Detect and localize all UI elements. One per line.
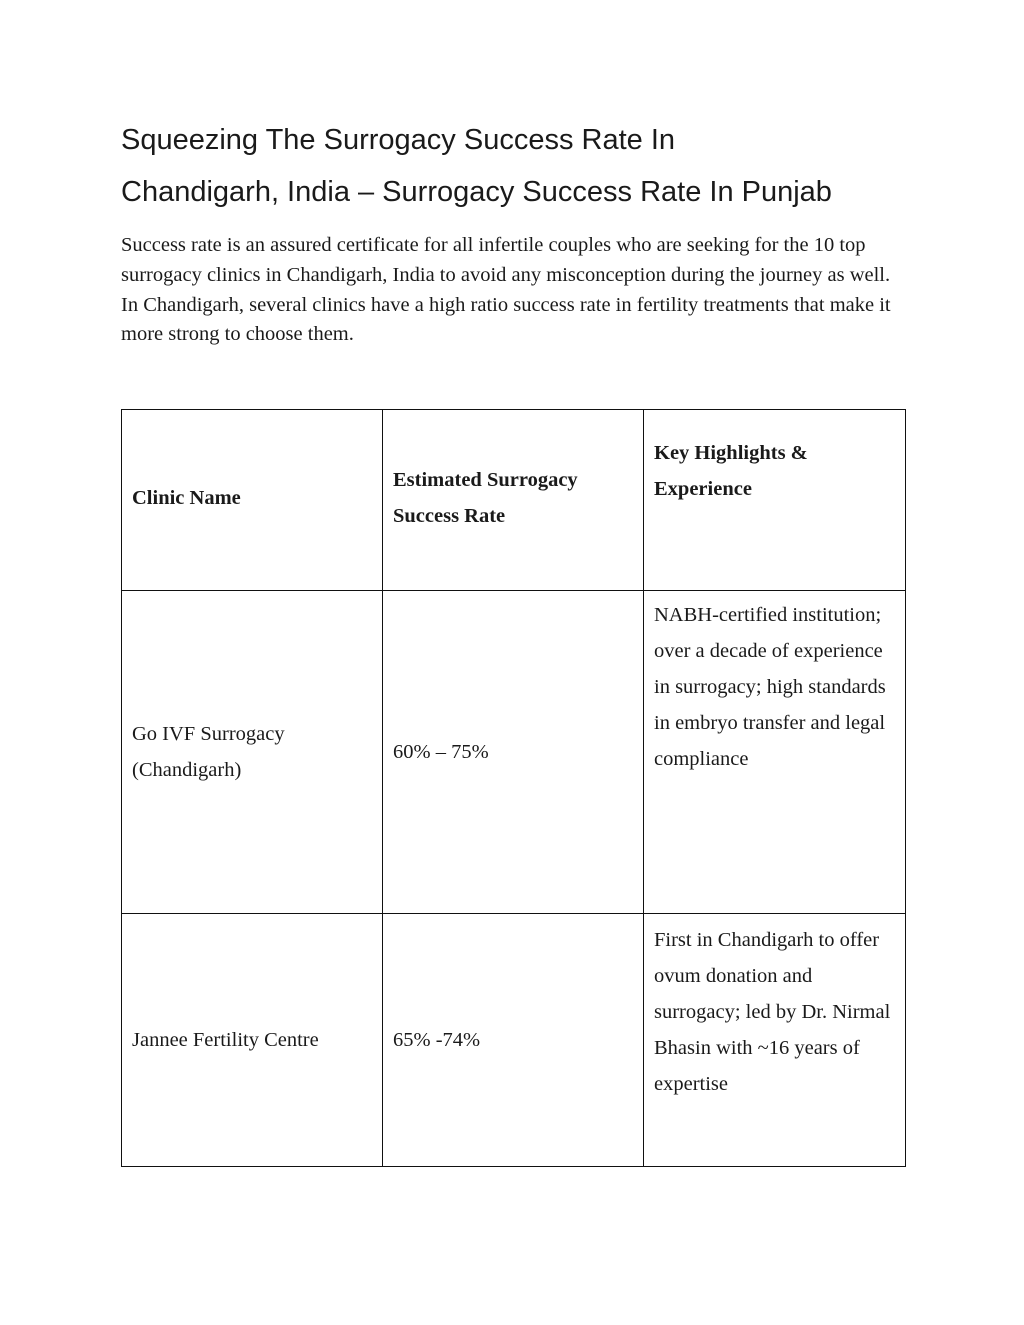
cell-highlights: First in Chandigarh to offer ovum donation and surrogacy; led by Dr. Nirmal Bhasin with ~16 years of expertise: [644, 914, 906, 1167]
header-highlights: Key Highlights & Experience: [644, 410, 906, 591]
cell-success-rate: 60% – 75%: [383, 591, 644, 914]
cell-clinic-name: Go IVF Surrogacy (Chandigarh): [122, 591, 383, 914]
table-header-row: [122, 410, 906, 591]
document-page: [121, 114, 905, 350]
table-row: [122, 591, 906, 914]
intro-paragraph: Success rate is an assured certificate for all infertile couples who are seeking for the 10 top surrogacy clinics in Chandigarh, India to avoid any misconception during the journey as well. In Chandigarh, several clinics have a high ratio success rate in fertility treatments that make it more strong to choose them.: [121, 234, 891, 346]
cell-highlights: NABH-certified institution; over a decade of experience in surrogacy; high standards in embryo transfer and legal compliance: [644, 591, 906, 914]
cell-clinic-name: Jannee Fertility Centre: [122, 914, 383, 1167]
header-clinic-name: Clinic Name: [122, 410, 383, 591]
table-row: [122, 914, 906, 1167]
title-line-1: Squeezing The Surrogacy Success Rate In: [121, 124, 676, 156]
document-title: [121, 114, 905, 218]
header-success-rate: Estimated Surrogacy Success Rate: [383, 410, 644, 591]
clinics-table: [121, 409, 906, 1167]
cell-success-rate: 65% -74%: [383, 914, 644, 1167]
title-line-2: Chandigarh, India – Surrogacy Success Rate In Punjab: [121, 176, 832, 208]
